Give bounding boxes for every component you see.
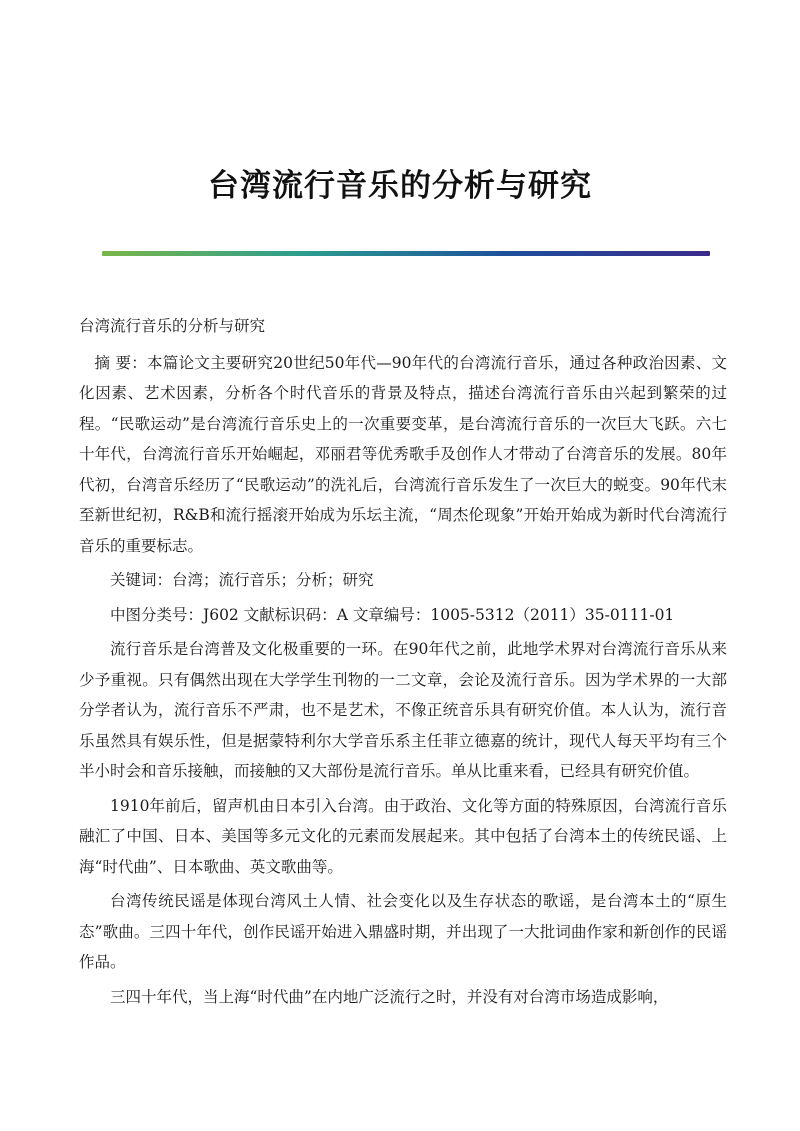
abstract-paragraph: 摘 要：本篇论文主要研究20世纪50年代—90年代的台湾流行音乐，通过各种政治因素、文化因素、艺术因素，分析各个时代音乐的背景及特点，描述台湾流行音乐由兴起到繁荣的过程。“民歌运动”是台湾流行音乐史上的一次重要变革，是台湾流行音乐的一次巨大飞跃。六七十年代，台湾流行音乐开始崛起，邓丽君等优秀歌手及创作人才带动了台湾音乐的发展。80年代初，台湾音乐经历了“民歌运动”的洗礼后，台湾流行音乐发生了一次巨大的蜕变。90年代末至新世纪初，R&B和流行摇滚开始成为乐坛主流，“周杰伦现象”开始开始成为新时代台湾流行音乐的重要标志。 <box>79 353 727 555</box>
body-paragraph-1: 流行音乐是台湾普及文化极重要的一环。在90年代之前，此地学术界对台湾流行音乐从来少予重视。只有偶然出现在大学学生刊物的一二文章，会论及流行音乐。因为学术界的一大部分学者认为，流行音乐不严肃，也不是艺术，不像正统音乐具有研究价值。本人认为，流行音乐虽然具有娱乐性，但是据蒙特利尔大学音乐系主任菲立德嘉的统计，现代人每天平均有三个半小时会和音乐接触，而接触的又大部份是流行音乐。单从比重来看，已经具有研究价值。 <box>79 640 727 780</box>
article-subtitle: 台湾流行音乐的分析与研究 <box>79 317 266 335</box>
title-divider <box>102 251 710 256</box>
body-paragraph-3: 台湾传统民谣是体现台湾风土人情、社会变化以及生存状态的歌谣，是台湾本土的“原生态”歌曲。三四十年代，创作民谣开始进入鼎盛时期，并出现了一大批词曲作家和新创作的民谣作品。 <box>79 892 727 971</box>
body-paragraph-4: 三四十年代，当上海“时代曲”在内地广泛流行之时，并没有对台湾市场造成影响， <box>110 987 669 1006</box>
document-title: 台湾流行音乐的分析与研究 <box>208 168 592 204</box>
body-paragraph-2: 1910年前后，留声机由日本引入台湾。由于政治、文化等方面的特殊原因，台湾流行音乐融汇了中国、日本、美国等多元文化的元素而发展起来。其中包括了台湾本土的传统民谣、上海“时代曲”、日本歌曲、英文歌曲等。 <box>79 796 727 876</box>
keywords-line: 关键词：台湾；流行音乐；分析；研究 <box>110 571 374 589</box>
classification-line: 中图分类号：J602 文献标识码：A 文章编号：1005-5312（2011）35-0111-01 <box>110 605 675 624</box>
document-body <box>79 311 727 1012</box>
